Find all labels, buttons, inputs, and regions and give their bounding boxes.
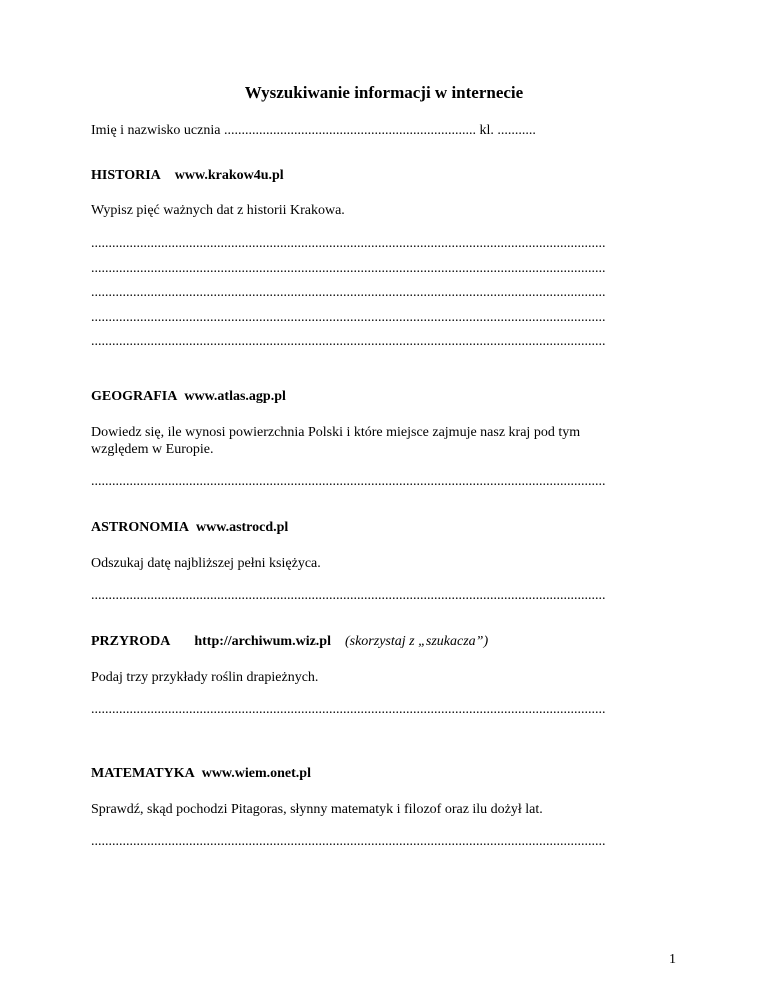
site-matematyka: www.wiem.onet.pl xyxy=(201,766,311,781)
class-label: kl. xyxy=(479,123,494,138)
student-name-dots: ........................................................................ xyxy=(223,123,476,138)
section-astronomia-header xyxy=(91,519,288,537)
site-przyroda: http://archiwum.wiz.pl xyxy=(194,634,331,649)
task-matematyka: Sprawdź, skąd pochodzi Pitagoras, słynny matematyk i filozof oraz ilu dożył lat. xyxy=(91,802,543,817)
task-geografia-line1: Dowiedz się, ile wynosi powierzchnia Polski i które miejsce zajmuje nasz kraj pod tym xyxy=(91,425,581,440)
answer-line: ................................................................................................................................................... xyxy=(91,236,606,251)
page-title: Wyszukiwanie informacji w internecie xyxy=(244,83,524,102)
answer-line: ................................................................................................................................................... xyxy=(91,261,606,276)
section-przyroda-header xyxy=(91,633,488,651)
subject-geografia: GEOGRAFIA xyxy=(91,389,178,404)
answer-line: ................................................................................................................................................... xyxy=(91,310,606,325)
student-name-line xyxy=(91,122,536,140)
subject-przyroda: PRZYRODA xyxy=(91,634,171,649)
answer-line: ................................................................................................................................................... xyxy=(91,588,606,603)
site-astronomia: www.astrocd.pl xyxy=(196,520,289,535)
answer-line: ................................................................................................................................................... xyxy=(91,474,606,489)
site-geografia: www.atlas.agp.pl xyxy=(184,389,286,404)
task-geografia-line2: względem w Europie. xyxy=(91,442,214,457)
section-matematyka-header xyxy=(91,765,311,783)
answer-line: ................................................................................................................................................... xyxy=(91,702,606,717)
section-historia-header xyxy=(91,167,284,185)
hint-przyroda: (skorzystaj z „szukacza”) xyxy=(344,634,489,649)
section-geografia-header xyxy=(91,388,286,406)
class-dots: ........... xyxy=(497,123,536,138)
task-przyroda: Podaj trzy przykłady roślin drapieżnych. xyxy=(91,670,319,685)
subject-matematyka: MATEMATYKA xyxy=(91,766,195,781)
answer-line: ................................................................................................................................................... xyxy=(91,334,606,349)
answer-line: ................................................................................................................................................... xyxy=(91,285,606,300)
task-historia: Wypisz pięć ważnych dat z historii Krakowa. xyxy=(91,203,345,218)
page-number: 1 xyxy=(669,952,676,967)
site-historia: www.krakow4u.pl xyxy=(174,168,284,183)
student-name-label: Imię i nazwisko ucznia xyxy=(91,123,221,138)
subject-historia: HISTORIA xyxy=(91,168,161,183)
task-astronomia: Odszukaj datę najbliższej pełni księżyca. xyxy=(91,556,321,571)
answer-line: ................................................................................................................................................... xyxy=(91,834,606,849)
subject-astronomia: ASTRONOMIA xyxy=(91,520,190,535)
